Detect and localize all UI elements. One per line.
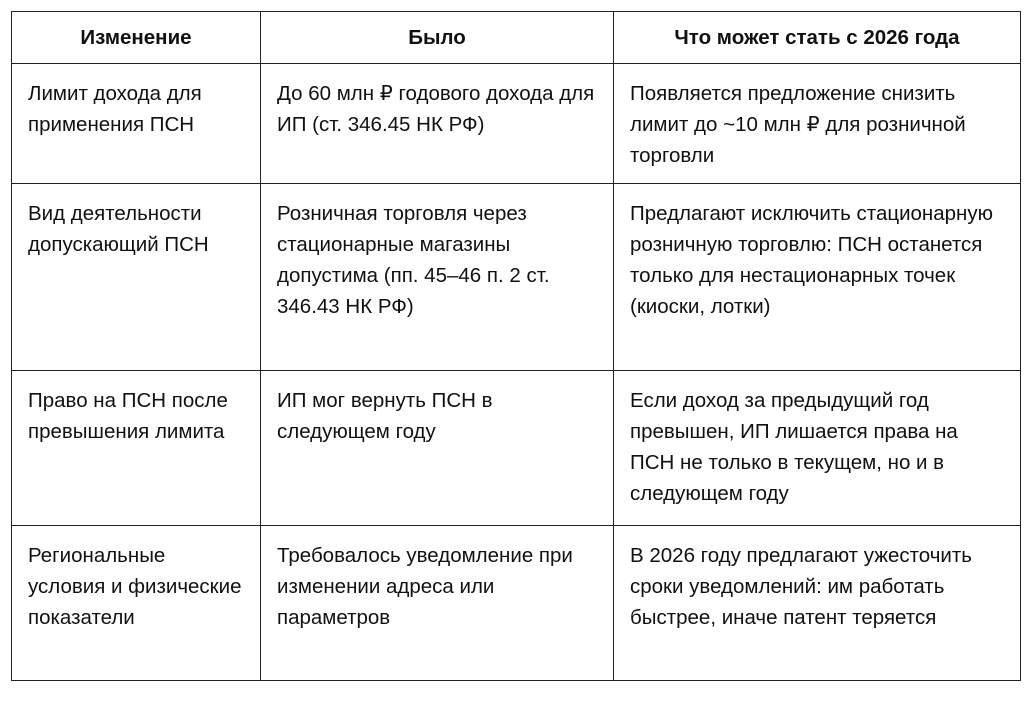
header-change: Изменение (12, 12, 261, 64)
cell-change: Право на ПСН после превышения лимита (12, 371, 261, 526)
table-row (12, 371, 1021, 526)
table-header-row (12, 12, 1021, 64)
cell-may-become: В 2026 году предлагают ужесточить сроки уведомлений: им работать быстрее, иначе патент теряется (614, 526, 1021, 681)
table-row (12, 64, 1021, 184)
table-row (12, 184, 1021, 371)
comparison-table (11, 11, 1021, 681)
header-may-become: Что может стать с 2026 года (614, 12, 1021, 64)
cell-may-become: Появляется предложение снизить лимит до ~10 млн ₽ для розничной торговли (614, 64, 1021, 184)
cell-may-become: Предлагают исключить стационарную розничную торговлю: ПСН останется только для нестационарных точек (киоски, лотки) (614, 184, 1021, 371)
cell-change: Вид деятельности допускающий ПСН (12, 184, 261, 371)
cell-was: До 60 млн ₽ годового дохода для ИП (ст. 346.45 НК РФ) (261, 64, 614, 184)
cell-change: Региональные условия и физические показатели (12, 526, 261, 681)
cell-was: Розничная торговля через стационарные магазины допустима (пп. 45–46 п. 2 ст. 346.43 НК РФ) (261, 184, 614, 371)
cell-change: Лимит дохода для применения ПСН (12, 64, 261, 184)
table-row (12, 526, 1021, 681)
cell-was: ИП мог вернуть ПСН в следующем году (261, 371, 614, 526)
cell-may-become: Если доход за предыдущий год превышен, ИП лишается права на ПСН не только в текущем, но и в следующем году (614, 371, 1021, 526)
header-was: Было (261, 12, 614, 64)
cell-was: Требовалось уведомление при изменении адреса или параметров (261, 526, 614, 681)
